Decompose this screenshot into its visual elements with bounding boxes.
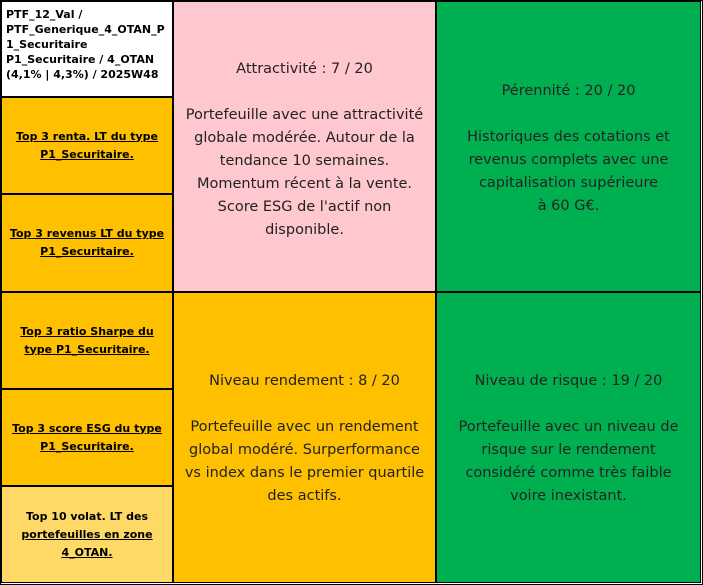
panel-text-line: à 60 G€. — [537, 198, 600, 214]
sidebar-item-label[interactable]: Top 3 score ESG du type — [12, 421, 162, 435]
rendement-score: Niveau rendement : 8 / 20 — [209, 373, 400, 389]
sidebar-item-label[interactable]: 4_OTAN. — [61, 545, 113, 559]
panel-text-line: global modéré. Surperformance — [189, 442, 420, 458]
panel-text-line: disponible. — [265, 222, 344, 238]
perennite-panel — [436, 1, 701, 292]
portfolio-title-box — [1, 1, 173, 97]
sidebar-item-label[interactable]: portefeuilles en zone — [21, 527, 153, 541]
title-line: PTF_12_Val / — [6, 8, 83, 21]
panel-text-line: globale modérée. Autour de la — [194, 130, 415, 146]
panel-text-line: Score ESG de l'actif non — [217, 199, 392, 215]
attractivite-score: Attractivité : 7 / 20 — [236, 61, 373, 77]
sidebar-item-label[interactable]: P1_Securitaire. — [40, 147, 134, 161]
panel-text-line: Momentum récent à la vente. — [196, 176, 413, 192]
perennite-score: Pérennité : 20 / 20 — [501, 83, 636, 99]
title-line: PTF_Generique_4_OTAN_P — [6, 23, 165, 36]
sidebar-item-top3-esg[interactable] — [1, 389, 173, 486]
sidebar-item-label[interactable]: type P1_Securitaire. — [24, 342, 150, 356]
title-line: (4,1% | 4,3%) / 2025W48 — [6, 68, 159, 81]
panel-text-line: capitalisation supérieure — [478, 175, 659, 191]
panel-text-line: Portefeuille avec un rendement — [190, 419, 419, 435]
sidebar-item-label[interactable]: Top 3 revenus LT du type — [9, 227, 165, 240]
panel-text-line: Portefeuille avec un niveau de — [458, 419, 679, 435]
rendement-panel — [173, 292, 436, 583]
panel-text-line: risque sur le rendement — [481, 442, 656, 458]
title-line: P1_Securitaire / 4_OTAN — [6, 53, 155, 66]
panel-text-line: Historiques des cotations et — [467, 129, 670, 145]
risque-panel — [436, 292, 701, 583]
sidebar-item-top3-renta[interactable] — [1, 97, 173, 194]
panel-text-line: vs index dans le premier quartile — [184, 465, 425, 481]
risque-score: Niveau de risque : 19 / 20 — [474, 373, 663, 389]
panel-text-line: Portefeuille avec une attractivité — [185, 107, 424, 123]
panel-text-line: revenus complets avec une — [468, 152, 669, 168]
sidebar-item-label[interactable]: P1_Securitaire. — [40, 439, 134, 453]
attractivite-panel — [173, 1, 436, 292]
sidebar-item-label[interactable]: Top 3 ratio Sharpe du — [20, 324, 154, 338]
title-line: 1_Securitaire — [6, 38, 88, 51]
sidebar-item-label[interactable]: Top 3 renta. LT du type — [15, 129, 158, 143]
panel-text-line: tendance 10 semaines. — [219, 153, 390, 169]
sidebar-item-top10-volat[interactable] — [1, 486, 173, 583]
sidebar-item-top3-sharpe[interactable] — [1, 292, 173, 389]
panel-text-line: voire inexistant. — [510, 488, 627, 504]
sidebar-item-label: Top 10 volat. LT des — [25, 509, 149, 523]
sidebar-item-top3-revenus[interactable] — [1, 194, 173, 292]
sidebar-item-label[interactable]: P1_Securitaire. — [40, 245, 134, 258]
panel-text-line: des actifs. — [267, 488, 342, 504]
panel-text-line: considéré comme très faible — [465, 465, 672, 481]
